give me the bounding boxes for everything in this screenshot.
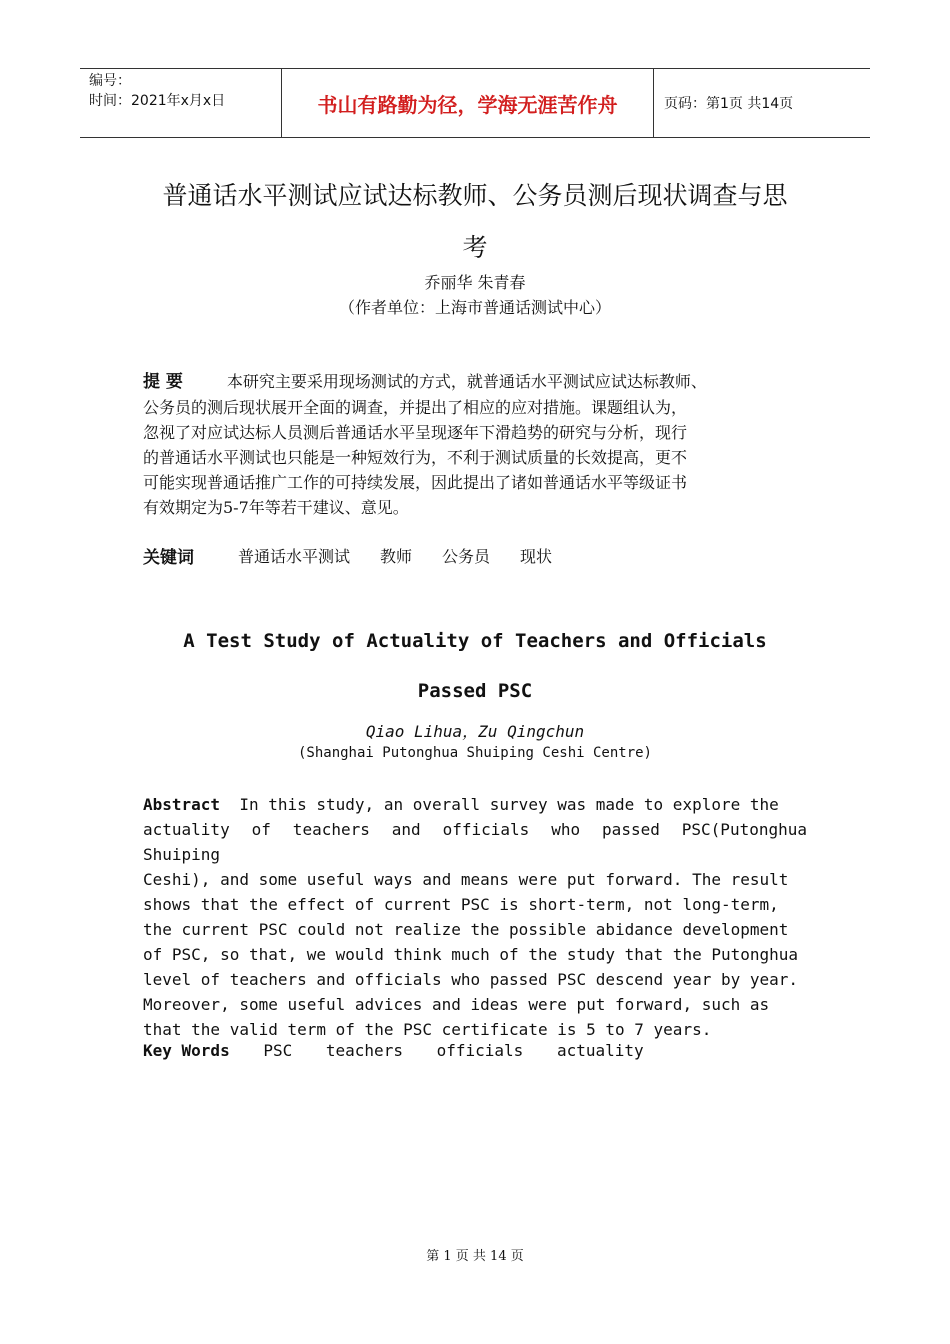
english-abstract-line: the current PSC could not realize the possible abidance development (143, 920, 789, 939)
keywords-label: 关键词 (143, 548, 194, 568)
english-keyword-item: officials (436, 1041, 524, 1060)
english-abstract-line: Ceshi), and some useful ways and means were put forward. The result (143, 870, 789, 889)
english-abstract-line: of PSC, so that, we would think much of the study that the Putonghua (143, 945, 799, 964)
abstract-line: 本研究主要采用现场测试的方式，就普通话水平测试应试达标教师、 (226, 372, 707, 391)
abstract-label: 提 要 (143, 372, 183, 392)
english-abstract-line: level of teachers and officials who passed PSC descend year by year. (143, 970, 799, 989)
header-page-info: 页码：第1页 共14页 (664, 96, 794, 112)
english-keyword-item: PSC (263, 1041, 293, 1060)
article-title-line2: 考 (462, 233, 488, 262)
english-abstract-line: actuality of teachers and officials who passed PSC(Putonghua Shuiping (143, 820, 807, 864)
keyword-item: 普通话水平测试 (238, 547, 351, 566)
abstract-line: 的普通话水平测试也只能是一种短效行为，不利于测试质量的长效提高，更不 (143, 448, 688, 467)
english-authors: Qiao Lihua，Zu Qingchun (365, 722, 585, 741)
chinese-keywords (143, 543, 582, 568)
english-keywords-label: Key Words (143, 1041, 230, 1060)
header-motto: 书山有路勤为径，学海无涯苦作舟 (282, 69, 654, 137)
header-number-label: 编号： (89, 73, 131, 89)
abstract-line: 可能实现普通话推广工作的可持续发展，因此提出了诸如普通话水平等级证书 (143, 473, 688, 492)
header-time-label: 时间：2021年x月x日 (89, 93, 226, 109)
english-keywords (143, 1041, 644, 1060)
english-keyword-item: actuality (556, 1041, 644, 1060)
article-title-line1: 普通话水平测试应试达标教师、公务员测后现状调查与思 (162, 181, 788, 210)
english-title-line1: A Test Study of Actuality of Teachers and Officials (183, 630, 767, 652)
keyword-item: 公务员 (442, 547, 491, 566)
header-meta (80, 69, 282, 137)
abstract-line: 忽视了对应试达标人员测后普通话水平呈现逐年下滑趋势的研究与分析，现行 (143, 423, 688, 442)
article-affiliation: （作者单位：上海市普通话测试中心） (338, 298, 611, 317)
english-abstract-line: shows that the effect of current PSC is short-term, not long-term, (143, 895, 779, 914)
abstract-line: 有效期定为5-7年等若干建议、意见。 (143, 498, 409, 517)
english-keyword-item: teachers (325, 1041, 403, 1060)
page-footer: 第 1 页 共 14 页 (426, 1249, 524, 1264)
english-abstract (143, 792, 807, 1042)
keyword-item: 教师 (380, 547, 413, 566)
abstract-line: 公务员的测后现状展开全面的调查，并提出了相应的应对措施。课题组认为， (143, 398, 688, 417)
article-authors: 乔丽华 朱青春 (424, 273, 526, 292)
english-abstract-line: that the valid term of the PSC certificate is 5 to 7 years. (143, 1020, 712, 1039)
english-abstract-line: In this study, an overall survey was made to explore the (239, 795, 779, 814)
chinese-abstract (143, 369, 811, 520)
english-affiliation: (Shanghai Putonghua Shuiping Ceshi Centre) (297, 745, 652, 761)
keyword-item: 现状 (520, 547, 553, 566)
document-header (80, 68, 870, 138)
english-abstract-line: Moreover, some useful advices and ideas were put forward, such as (143, 995, 770, 1014)
english-title-line2: Passed PSC (417, 680, 533, 702)
english-abstract-label: Abstract (143, 795, 221, 814)
